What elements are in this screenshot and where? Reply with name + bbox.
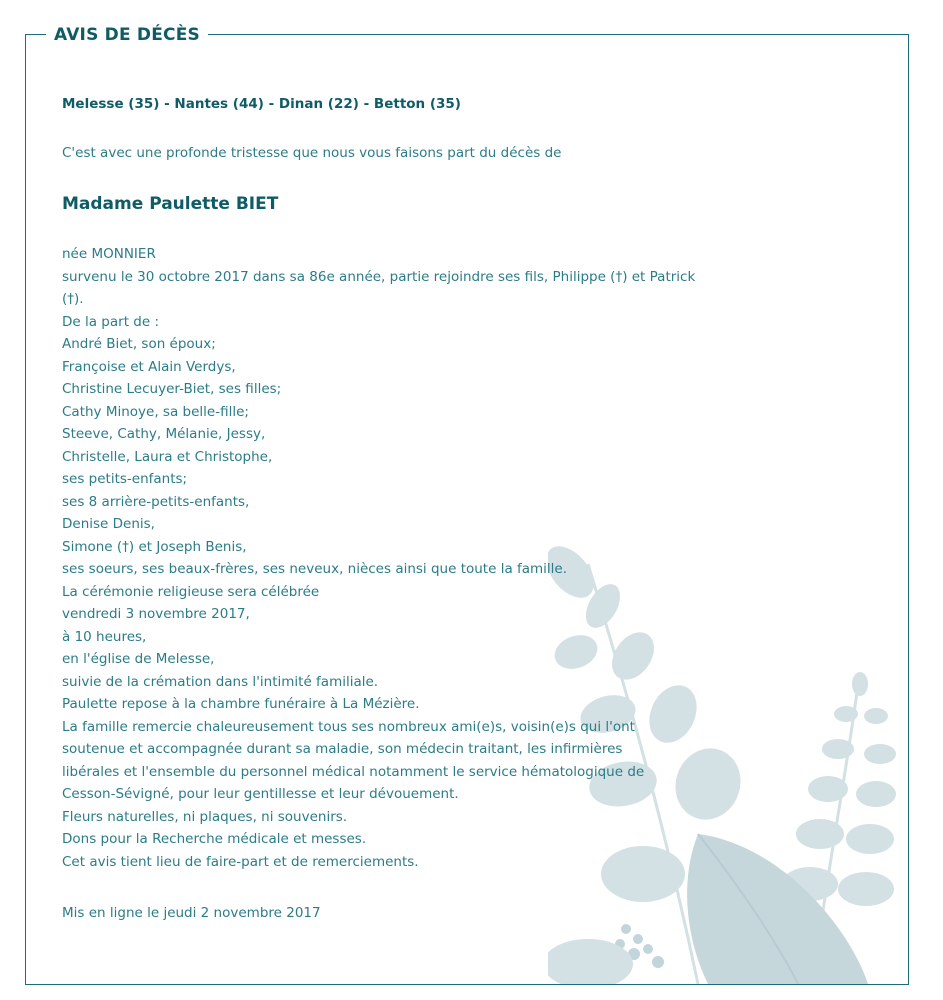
notice-frame	[25, 34, 909, 985]
posted-date: Mis en ligne le jeudi 2 novembre 2017	[62, 905, 321, 921]
notice-line: La famille remercie chaleureusement tous ses nombreux ami(e)s, voisin(e)s qui l'ont	[62, 718, 635, 735]
notice-line: née MONNIER	[62, 246, 156, 262]
notice-line: Simone (†) et Joseph Benis,	[62, 538, 247, 555]
notice-line: survenu le 30 octobre 2017 dans sa 86e année, partie rejoindre ses fils, Philippe (†) et Patrick	[62, 268, 696, 285]
notice-line: Denise Denis,	[62, 516, 155, 532]
notice-line: vendredi 3 novembre 2017,	[62, 606, 250, 622]
notice-line: Cesson-Sévigné, pour leur gentillesse et leur dévouement.	[62, 786, 459, 802]
notice-line: ses 8 arrière-petits-enfants,	[62, 493, 250, 510]
notice-line: (†).	[62, 291, 84, 307]
notice-content	[62, 93, 722, 924]
notice-line: Cet avis tient lieu de faire-part et de remerciements.	[62, 853, 419, 870]
notice-line: suivie de la crémation dans l'intimité familiale.	[62, 673, 379, 690]
notice-line: soutenue et accompagnée durant sa maladie, son médecin traitant, les infirmières	[62, 741, 623, 757]
notice-heading: AVIS DE DÉCÈS	[46, 22, 208, 48]
notice-line: De la part de :	[62, 313, 159, 330]
notice-line: ses soeurs, ses beaux-frères, ses neveux, nièces ainsi que toute la famille.	[62, 561, 568, 577]
notice-line: Cathy Minoye, sa belle-fille;	[62, 403, 249, 420]
notice-line: Steeve, Cathy, Mélanie, Jessy,	[62, 426, 266, 442]
notice-line: en l'église de Melesse,	[62, 651, 215, 667]
notice-line: Dons pour la Recherche médicale et messes.	[62, 831, 367, 847]
deceased-name: Madame Paulette BIET	[62, 194, 279, 214]
notice-body	[62, 243, 722, 873]
notice-line: Christine Lecuyer-Biet, ses filles;	[62, 381, 282, 397]
notice-line: Paulette repose à la chambre funéraire à La Mézière.	[62, 696, 420, 712]
notice-line: Fleurs naturelles, ni plaques, ni souvenirs.	[62, 808, 348, 825]
intro-text: C'est avec une profonde tristesse que nous vous faisons part du décès de	[62, 145, 562, 161]
locations: Melesse (35) - Nantes (44) - Dinan (22) - Betton (35)	[62, 96, 461, 112]
notice-line: Françoise et Alain Verdys,	[62, 358, 236, 375]
notice-line: La cérémonie religieuse sera célébrée	[62, 583, 320, 600]
notice-line: libérales et l'ensemble du personnel médical notamment le service hématologique de	[62, 763, 645, 780]
notice-line: à 10 heures,	[62, 628, 147, 645]
notice-line: ses petits-enfants;	[62, 471, 188, 487]
notice-line: Christelle, Laura et Christophe,	[62, 448, 273, 465]
notice-line: André Biet, son époux;	[62, 336, 216, 352]
